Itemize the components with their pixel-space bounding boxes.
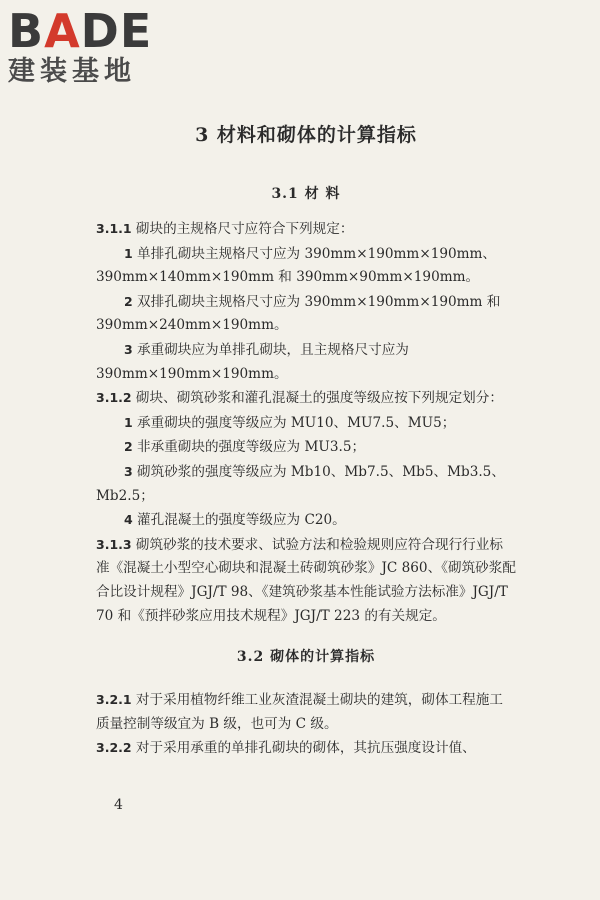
page-number: 4 (114, 797, 123, 813)
section-heading-3-1: 3.1 材 料 (271, 186, 341, 202)
clause-3-1-2: 3.1.2 砌块、砌筑砂浆和灌孔混凝土的强度等级应按下列规定划分： (96, 390, 503, 407)
clause-3-1-2-item-1: 1 承重砌块的强度等级应为 MU10、MU7.5、MU5； (124, 414, 456, 431)
logo-chinese-name: 建装基地 (8, 56, 136, 87)
clause-3-1-3: 3.1.3 砌筑砂浆的技术要求、试验方法和检验规则应符合现行行业标准《混凝土小型空心砌块和混凝土砖砌筑砂浆》JC 860、《砌筑砂浆配合比设计规程》JGJ/T 98、《建筑砂浆基本性能试验方法标准》JGJ/T 70 和《预拌砂浆应用技术规程》JGJ/T 223 的有关规定。 (96, 536, 516, 624)
chapter-title: 3 材料和砌体的计算指标 (195, 124, 417, 146)
clause-3-1-2-item-4: 4 灌孔混凝土的强度等级应为 C20。 (124, 512, 346, 529)
clause-3-1-1: 3.1.1 砌块的主规格尺寸应符合下列规定： (96, 221, 354, 237)
clause-3-1-1-item-1: 1 单排孔砌块主规格尺寸应为 390mm×190mm×190mm、390mm×140mm×190mm 和 390mm×90mm×190mm。 (96, 245, 497, 286)
clause-3-1-2-item-3: 3 砌筑砂浆的强度等级应为 Mb10、Mb7.5、Mb5、Mb3.5、Mb2.5； (96, 463, 505, 504)
logo-wordmark: BADE (8, 4, 153, 58)
clause-3-2-1: 3.2.1 对于采用植物纤维工业灰渣混凝土砌块的建筑，砌体工程施工质量控制等级宜为 B 级，也可为 C 级。 (96, 692, 503, 732)
clause-3-1-1-item-3: 3 承重砌块应为单排孔砌块，且主规格尺寸应为 390mm×190mm×190mm。 (96, 341, 409, 382)
clause-3-1-1-item-2: 2 双排孔砌块主规格尺寸应为 390mm×190mm×190mm 和 390mm×240mm×190mm。 (96, 293, 501, 334)
document-page (96, 120, 516, 761)
clause-3-1-2-item-2: 2 非承重砌块的强度等级应为 MU3.5； (124, 439, 366, 456)
section-heading-3-2: 3.2 砌体的计算指标 (236, 649, 376, 666)
clause-3-2-2: 3.2.2 对于采用承重的单排孔砌块的砌体，其抗压强度设计值、 (96, 740, 476, 757)
bade-logo (8, 4, 178, 88)
